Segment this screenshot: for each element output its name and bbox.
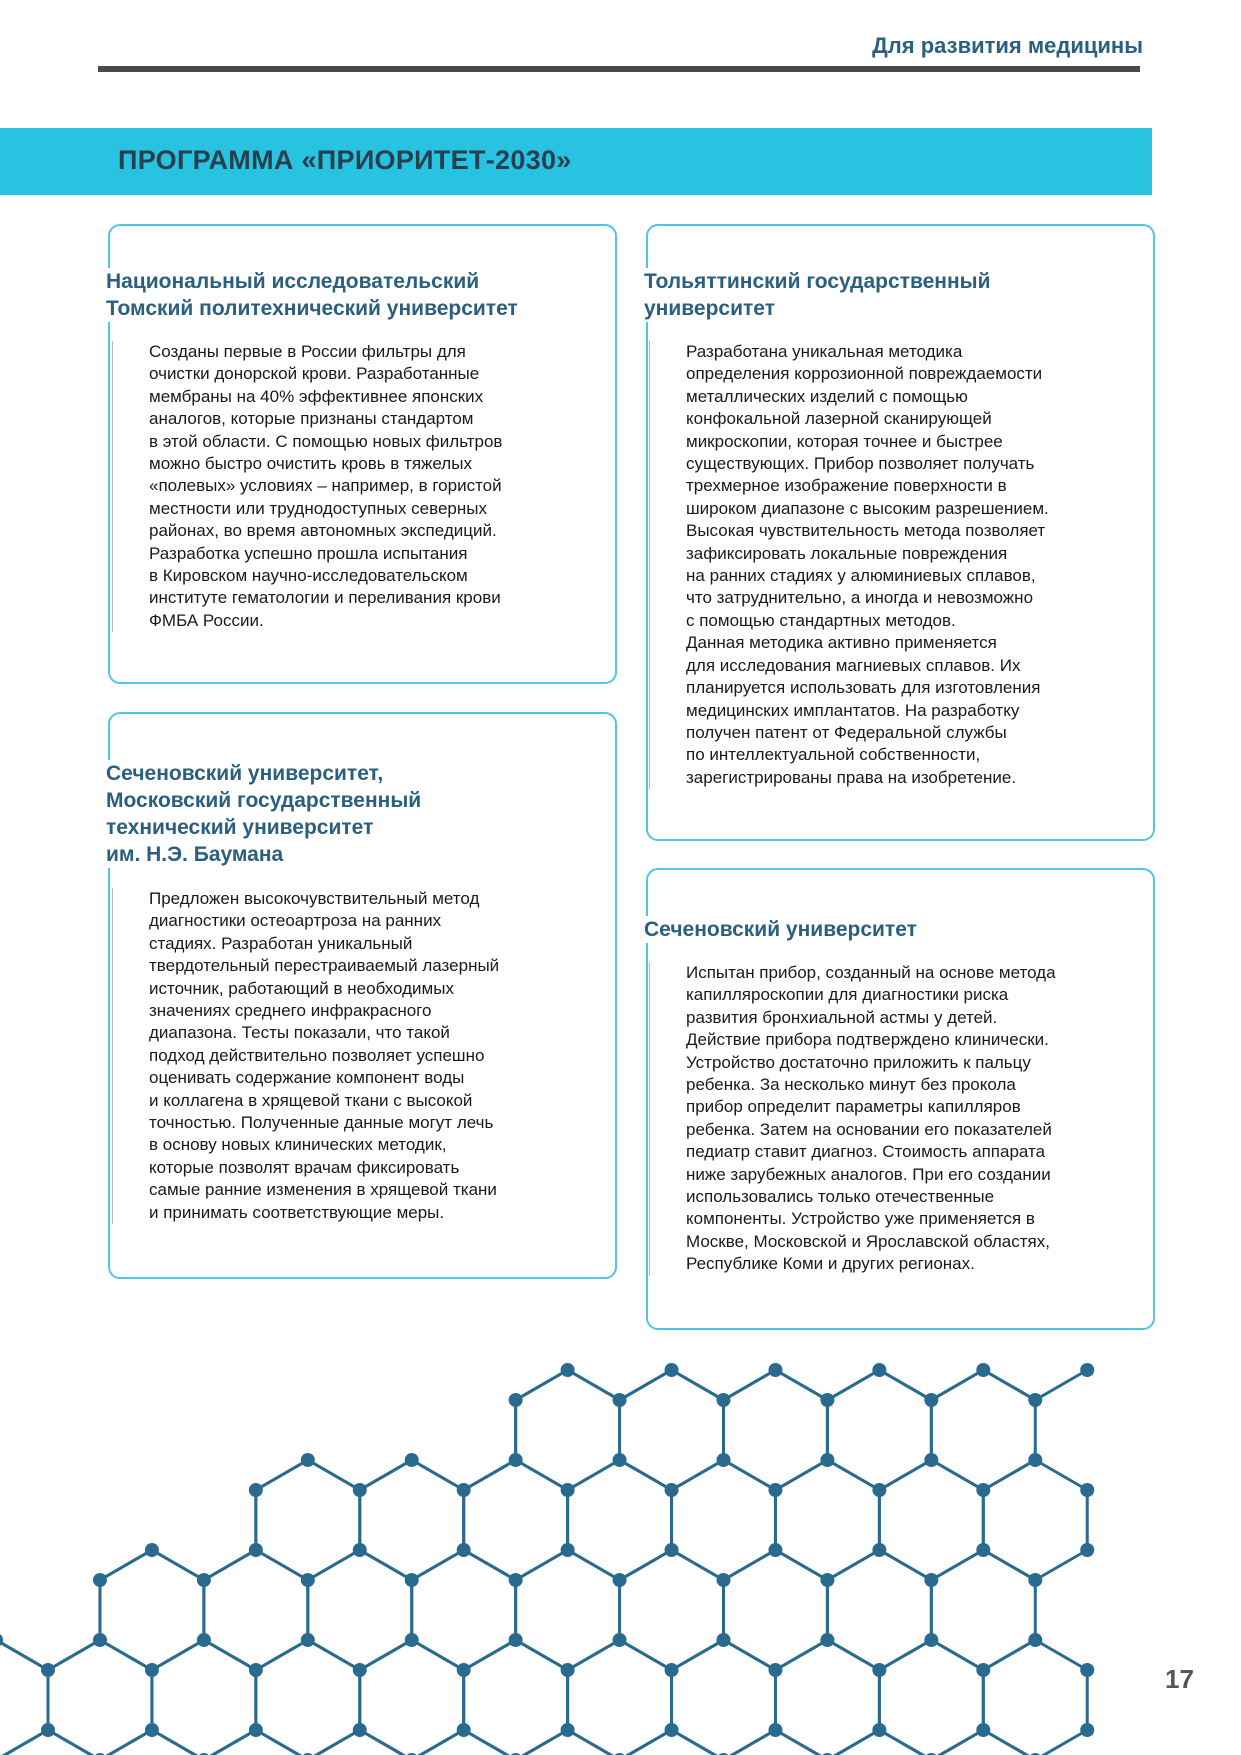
program-title: ПРОГРАММА «ПРИОРИТЕТ-2030» bbox=[118, 145, 572, 175]
hex-edge bbox=[827, 1730, 879, 1755]
hex-edge bbox=[568, 1550, 620, 1580]
hex-edge bbox=[256, 1550, 308, 1580]
card-title-line: Национальный исследовательский bbox=[106, 270, 480, 293]
hex-node bbox=[353, 1543, 367, 1557]
hex-edge bbox=[775, 1730, 827, 1755]
hex-edge bbox=[775, 1370, 827, 1400]
hex-node bbox=[561, 1543, 575, 1557]
hex-edge bbox=[723, 1460, 775, 1490]
hex-node bbox=[93, 1573, 107, 1587]
hex-node bbox=[353, 1483, 367, 1497]
hex-node bbox=[457, 1723, 471, 1737]
hex-node bbox=[301, 1633, 315, 1647]
card-tomsk-title bbox=[106, 268, 526, 322]
hex-edge bbox=[516, 1640, 568, 1670]
hex-node bbox=[613, 1633, 627, 1647]
text-line: трехмерное изображение поверхности в bbox=[686, 476, 1007, 496]
hex-node bbox=[665, 1723, 679, 1737]
card-togliatti-title bbox=[644, 268, 999, 322]
text-line: использовались только отечественные bbox=[686, 1187, 995, 1207]
hex-node bbox=[665, 1543, 679, 1557]
hex-edge bbox=[983, 1460, 1035, 1490]
text-line: Созданы первые в России фильтры для bbox=[149, 342, 466, 361]
hex-edge bbox=[1035, 1730, 1087, 1755]
hex-edge bbox=[412, 1550, 464, 1580]
hex-edge bbox=[100, 1550, 152, 1580]
hex-node bbox=[976, 1663, 990, 1677]
hex-node bbox=[872, 1663, 886, 1677]
text-line: существующих. Прибор позволяет получать bbox=[686, 454, 1035, 474]
hex-edge bbox=[48, 1730, 100, 1755]
hex-edge bbox=[672, 1550, 724, 1580]
text-line: Москве, Московской и Ярославской областях, bbox=[686, 1231, 1050, 1251]
card-sechenov-text bbox=[649, 962, 1056, 1276]
hex-node bbox=[509, 1633, 523, 1647]
hex-edge bbox=[360, 1550, 412, 1580]
hex-node bbox=[613, 1453, 627, 1467]
program-banner bbox=[0, 128, 1152, 195]
hex-edge bbox=[620, 1640, 672, 1670]
text-line: точностью. Полученные данные могут лечь bbox=[149, 1113, 494, 1133]
card-title-line: Тольяттинский государственный bbox=[644, 270, 991, 293]
hex-node bbox=[716, 1393, 730, 1407]
hex-edge bbox=[568, 1640, 620, 1670]
hex-node bbox=[1028, 1453, 1042, 1467]
hex-node bbox=[976, 1363, 990, 1377]
hex-edge bbox=[983, 1730, 1035, 1755]
text-line: районах, во время автономных экспедиций. bbox=[149, 521, 497, 541]
hex-node bbox=[249, 1663, 263, 1677]
hex-node bbox=[249, 1483, 263, 1497]
hex-node bbox=[820, 1573, 834, 1587]
hex-edge bbox=[516, 1730, 568, 1755]
hex-node bbox=[924, 1453, 938, 1467]
card-title-line: Московский государственный bbox=[106, 789, 422, 812]
hex-node bbox=[768, 1363, 782, 1377]
hex-node bbox=[872, 1543, 886, 1557]
text-line: Предложен высокочувствительный метод bbox=[149, 889, 480, 908]
hex-node bbox=[665, 1363, 679, 1377]
hex-node bbox=[872, 1723, 886, 1737]
hex-edge bbox=[308, 1730, 360, 1755]
hex-edge bbox=[308, 1640, 360, 1670]
text-line: и принимать соответствующие меры. bbox=[149, 1202, 445, 1222]
hex-node bbox=[820, 1453, 834, 1467]
hex-edge bbox=[100, 1640, 152, 1670]
hex-edge bbox=[152, 1640, 204, 1670]
card-tomsk-text bbox=[112, 341, 502, 632]
hex-node bbox=[716, 1453, 730, 1467]
text-line: Высокая чувствительность метода позволяет bbox=[686, 521, 1046, 541]
hex-node bbox=[1028, 1633, 1042, 1647]
hex-node bbox=[1080, 1723, 1094, 1737]
text-line: ниже зарубежных аналогов. При его создании bbox=[686, 1164, 1051, 1184]
hex-edge bbox=[1035, 1550, 1087, 1580]
text-line: в основу новых клинических методик, bbox=[149, 1135, 447, 1155]
text-line: подход действительно позволяет успешно bbox=[149, 1045, 485, 1065]
hex-node bbox=[820, 1633, 834, 1647]
hex-edge bbox=[516, 1460, 568, 1490]
text-line: ФМБА России. bbox=[149, 610, 264, 630]
hex-edge bbox=[464, 1460, 516, 1490]
hex-node bbox=[976, 1483, 990, 1497]
hex-edge bbox=[568, 1370, 620, 1400]
text-line: значениях среднего инфракрасного bbox=[149, 1001, 432, 1021]
text-line: стадиях. Разработан уникальный bbox=[149, 933, 413, 953]
hex-node bbox=[924, 1573, 938, 1587]
text-line: Действие прибора подтверждено клинически. bbox=[686, 1030, 1049, 1050]
text-line: диагностики остеоартроза на ранних bbox=[149, 911, 442, 931]
text-line: «полевых» условиях – например, в гористой bbox=[149, 476, 502, 496]
hex-edge bbox=[360, 1460, 412, 1490]
hex-edge bbox=[827, 1640, 879, 1670]
hex-edge bbox=[1035, 1460, 1087, 1490]
hex-edge bbox=[464, 1550, 516, 1580]
hex-edge bbox=[775, 1640, 827, 1670]
hex-edge bbox=[568, 1730, 620, 1755]
hex-edge bbox=[672, 1460, 724, 1490]
hex-edge bbox=[100, 1730, 152, 1755]
hex-node bbox=[872, 1363, 886, 1377]
hex-edge bbox=[879, 1640, 931, 1670]
hex-edge bbox=[672, 1370, 724, 1400]
hex-edge bbox=[827, 1370, 879, 1400]
hex-node bbox=[613, 1573, 627, 1587]
hex-node bbox=[924, 1393, 938, 1407]
hex-node bbox=[41, 1663, 55, 1677]
hex-node bbox=[353, 1723, 367, 1737]
section-title: Для развития медицины bbox=[872, 33, 1143, 58]
hex-edge bbox=[723, 1640, 775, 1670]
text-line: получен патент от Федеральной службы bbox=[686, 722, 1007, 742]
hex-node bbox=[768, 1723, 782, 1737]
card-sechenov-bauman-title bbox=[106, 760, 429, 868]
hex-edge bbox=[620, 1460, 672, 1490]
hex-node bbox=[768, 1483, 782, 1497]
text-line: педиатр ставит диагноз. Стоимость аппарата bbox=[686, 1142, 1046, 1162]
hex-edge bbox=[516, 1550, 568, 1580]
hex-node bbox=[405, 1573, 419, 1587]
text-line: можно быстро очистить кровь в тяжелых bbox=[149, 454, 472, 474]
text-line: местности или труднодоступных северных bbox=[149, 498, 487, 518]
hex-node bbox=[716, 1633, 730, 1647]
hex-node bbox=[1080, 1543, 1094, 1557]
hex-edge bbox=[827, 1550, 879, 1580]
text-line: планируется использовать для изготовления bbox=[686, 678, 1041, 698]
hex-edge bbox=[152, 1730, 204, 1755]
hex-edge bbox=[204, 1640, 256, 1670]
hex-edge bbox=[931, 1640, 983, 1670]
hex-node bbox=[561, 1483, 575, 1497]
hex-node bbox=[665, 1663, 679, 1677]
hex-edge bbox=[1035, 1370, 1087, 1400]
text-line: источник, работающий в необходимых bbox=[149, 978, 454, 998]
text-line: развития бронхиальной астмы у детей. bbox=[686, 1007, 998, 1027]
text-line: самые ранние изменения в хрящевой ткани bbox=[149, 1180, 497, 1200]
text-line: в этой области. С помощью новых фильтров bbox=[149, 431, 503, 451]
hex-edge bbox=[672, 1730, 724, 1755]
card-title-line: Сеченовский университет, bbox=[106, 762, 384, 785]
hex-node bbox=[924, 1633, 938, 1647]
hex-edge bbox=[204, 1730, 256, 1755]
header-divider bbox=[98, 66, 1140, 72]
text-line: микроскопии, которая точнее и быстрее bbox=[686, 431, 1003, 451]
text-line: оценивать содержание компонент воды bbox=[149, 1068, 465, 1088]
hex-edge bbox=[308, 1460, 360, 1490]
text-line: диапазона. Тесты показали, что такой bbox=[149, 1023, 450, 1043]
hex-node bbox=[405, 1453, 419, 1467]
text-line: твердотельный перестраиваемый лазерный bbox=[149, 956, 500, 976]
hex-node bbox=[561, 1663, 575, 1677]
hex-edge bbox=[256, 1730, 308, 1755]
hex-node bbox=[301, 1453, 315, 1467]
hex-node bbox=[613, 1393, 627, 1407]
text-line: компоненты. Устройство уже применяется в bbox=[686, 1209, 1035, 1229]
hex-node bbox=[353, 1663, 367, 1677]
hex-node bbox=[197, 1573, 211, 1587]
text-line: мембраны на 40% эффективнее японских bbox=[149, 386, 484, 406]
text-line: зарегистрированы права на изобретение. bbox=[686, 767, 1017, 787]
text-line: по интеллектуальной собственности, bbox=[686, 745, 981, 765]
text-line: ребенка. Затем на основании его показателей bbox=[686, 1119, 1052, 1139]
hex-node bbox=[872, 1483, 886, 1497]
text-line: и коллагена в хрящевой ткани с высокой bbox=[149, 1090, 473, 1110]
text-line: аналогов, которые признаны стандартом bbox=[149, 409, 474, 429]
text-line: металлических изделий с помощью bbox=[686, 386, 968, 406]
text-line: медицинских имплантатов. На разработку bbox=[686, 700, 1020, 720]
hex-node bbox=[145, 1543, 159, 1557]
text-line: определения коррозионной повреждаемости bbox=[686, 364, 1043, 384]
text-line: ребенка. За несколько минут без прокола bbox=[686, 1075, 1016, 1095]
hex-edge bbox=[360, 1730, 412, 1755]
hex-edge bbox=[0, 1730, 48, 1755]
text-line: прибор определит параметры капилляров bbox=[686, 1097, 1021, 1117]
hex-node bbox=[716, 1573, 730, 1587]
text-line: Республике Коми и других регионах. bbox=[686, 1254, 975, 1274]
hex-node bbox=[509, 1453, 523, 1467]
hex-edge bbox=[983, 1640, 1035, 1670]
hex-edge bbox=[412, 1730, 464, 1755]
hex-node bbox=[976, 1723, 990, 1737]
text-line: в Кировском научно-исследовательском bbox=[149, 566, 468, 586]
hex-edge bbox=[879, 1730, 931, 1755]
hex-node bbox=[1028, 1393, 1042, 1407]
card-title-line: им. Н.Э. Баумана bbox=[106, 843, 284, 866]
hex-node bbox=[1080, 1363, 1094, 1377]
text-line: что затруднительно, а иногда и невозможно bbox=[686, 588, 1034, 608]
hex-node bbox=[301, 1573, 315, 1587]
hex-edge bbox=[723, 1370, 775, 1400]
text-line: на ранних стадиях у алюминиевых сплавов, bbox=[686, 566, 1036, 586]
hex-edge bbox=[204, 1550, 256, 1580]
hex-node bbox=[249, 1543, 263, 1557]
hex-edge bbox=[723, 1550, 775, 1580]
hex-edge bbox=[620, 1550, 672, 1580]
hex-edge bbox=[879, 1550, 931, 1580]
card-title-line: Сеченовский университет bbox=[644, 918, 917, 941]
text-line: Разработка успешно прошла испытания bbox=[149, 543, 468, 563]
text-line: Разработана уникальная методика bbox=[686, 342, 963, 361]
hex-edge bbox=[256, 1460, 308, 1490]
hex-edge bbox=[931, 1550, 983, 1580]
hex-node bbox=[457, 1483, 471, 1497]
page-number: 17 bbox=[1165, 1664, 1194, 1694]
hex-edge bbox=[983, 1370, 1035, 1400]
hex-node bbox=[1080, 1483, 1094, 1497]
hex-edge bbox=[568, 1460, 620, 1490]
hex-edge bbox=[931, 1460, 983, 1490]
text-line: Устройство достаточно приложить к пальцу bbox=[686, 1052, 1031, 1072]
hex-edge bbox=[464, 1640, 516, 1670]
hex-edge bbox=[256, 1640, 308, 1670]
hex-edge bbox=[48, 1640, 100, 1670]
hex-node bbox=[768, 1663, 782, 1677]
card-togliatti-text bbox=[649, 341, 1049, 789]
hex-edge bbox=[412, 1640, 464, 1670]
hex-node bbox=[145, 1723, 159, 1737]
hex-edge bbox=[827, 1460, 879, 1490]
hex-edge bbox=[775, 1550, 827, 1580]
text-line: Данная методика активно применяется bbox=[686, 633, 997, 653]
hex-edge bbox=[672, 1640, 724, 1670]
hex-edge bbox=[620, 1730, 672, 1755]
hex-edge bbox=[152, 1550, 204, 1580]
hex-node bbox=[561, 1723, 575, 1737]
card-title-line: технический университет bbox=[106, 816, 374, 839]
text-line: зафиксировать локальные повреждения bbox=[686, 543, 1008, 563]
hex-edge bbox=[879, 1460, 931, 1490]
hex-edge bbox=[412, 1460, 464, 1490]
hex-node bbox=[457, 1663, 471, 1677]
hex-node bbox=[145, 1663, 159, 1677]
text-line: с помощью стандартных методов. bbox=[686, 610, 956, 630]
hex-node bbox=[1080, 1663, 1094, 1677]
text-line: которые позволят врачам фиксировать bbox=[149, 1157, 460, 1177]
text-line: очистки донорской крови. Разработанные bbox=[149, 364, 480, 384]
text-line: Испытан прибор, созданный на основе метода bbox=[686, 963, 1056, 982]
card-title-line: университет bbox=[644, 297, 775, 320]
hex-node bbox=[457, 1543, 471, 1557]
hex-edge bbox=[775, 1460, 827, 1490]
hex-edge bbox=[931, 1730, 983, 1755]
text-line: для исследования магниевых сплавов. Их bbox=[686, 655, 1021, 675]
hex-node bbox=[405, 1633, 419, 1647]
hex-edge bbox=[516, 1370, 568, 1400]
hex-node bbox=[509, 1573, 523, 1587]
text-line: институте гематологии и переливания крови bbox=[149, 588, 501, 608]
text-line: конфокальной лазерной сканирующей bbox=[686, 409, 992, 429]
hex-node bbox=[820, 1393, 834, 1407]
hex-edge bbox=[723, 1730, 775, 1755]
hex-edge bbox=[879, 1370, 931, 1400]
card-sechenov-bauman-text bbox=[112, 888, 499, 1224]
card-title-line: Томский политехнический университет bbox=[106, 297, 518, 320]
card-sechenov-title bbox=[644, 916, 925, 943]
hex-edge bbox=[0, 1640, 48, 1670]
hex-node bbox=[768, 1543, 782, 1557]
hex-node bbox=[561, 1363, 575, 1377]
hex-node bbox=[93, 1633, 107, 1647]
hex-edge bbox=[464, 1730, 516, 1755]
hex-edge bbox=[308, 1550, 360, 1580]
hex-node bbox=[509, 1393, 523, 1407]
hex-node bbox=[197, 1633, 211, 1647]
hex-edge bbox=[983, 1550, 1035, 1580]
hex-node bbox=[976, 1543, 990, 1557]
hex-edge bbox=[360, 1640, 412, 1670]
hex-node bbox=[41, 1723, 55, 1737]
text-line: капилляроскопии для диагностики риска bbox=[686, 985, 1009, 1005]
hex-edge bbox=[1035, 1640, 1087, 1670]
hex-edge bbox=[931, 1370, 983, 1400]
hex-edge bbox=[620, 1370, 672, 1400]
hex-node bbox=[1028, 1573, 1042, 1587]
hex-node bbox=[665, 1483, 679, 1497]
hex-node bbox=[249, 1723, 263, 1737]
text-line: широком диапазоне с высоким разрешением. bbox=[686, 498, 1049, 518]
